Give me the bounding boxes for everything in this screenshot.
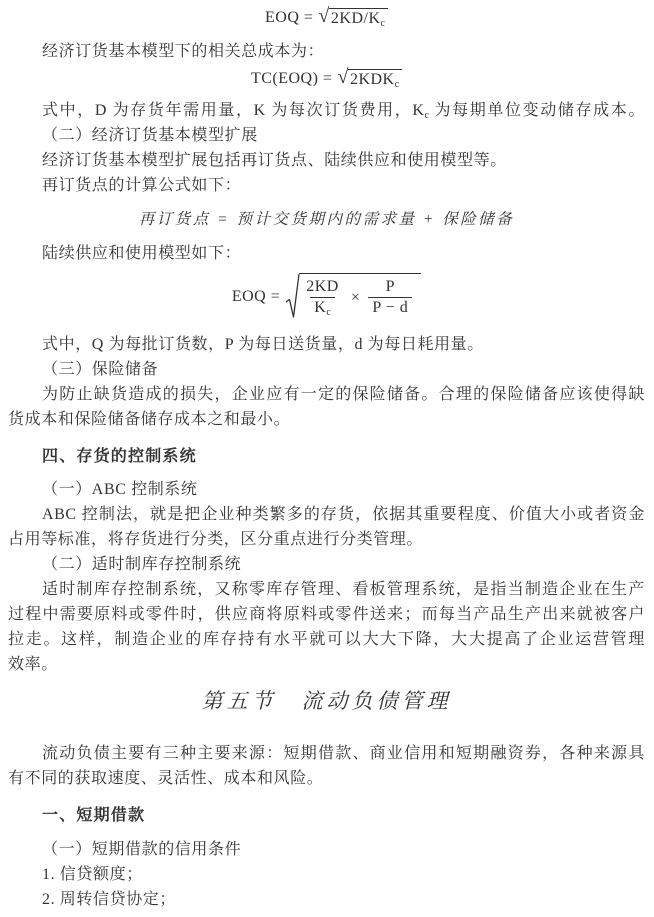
paragraph-jit <box>8 577 645 677</box>
fraction-1 <box>302 277 343 318</box>
radical-sign: √ <box>337 66 349 88</box>
sqrt-radical <box>337 66 402 90</box>
list-item-credit-line: 1. 信贷额度； <box>42 866 143 883</box>
paragraph-abc <box>8 502 645 552</box>
paragraph-line: 拉走。这样，制造企业的库存持有水平就可以大大下降，大大提高了企业运营管理 <box>8 631 645 648</box>
paragraph-total-cost-intro: 经济订货基本模型下的相关总成本为： <box>42 43 325 60</box>
list-item-revolving-credit: 2. 周转信贷协定； <box>42 891 177 908</box>
heading-model-extension: （二）经济订货基本模型扩展 <box>42 127 258 144</box>
heading-short-term-loans: 一、短期借款 <box>42 807 146 824</box>
paragraph-line: 有不同的获取速度、灵活性、成本和风险。 <box>8 770 324 787</box>
paragraph-line: 货成本和保险储备储存成本之和最小。 <box>8 411 291 428</box>
heading-abc-system: （一）ABC 控制系统 <box>42 481 198 498</box>
formula-lhs: EOQ = <box>231 287 281 305</box>
paragraph-line: 为防止缺货造成的损失，企业应有一定的保险储备。合理的保险储备应该使得缺 <box>42 386 645 403</box>
heading-jit-system: （二）适时制库存控制系统 <box>42 556 242 573</box>
radical-sign: √ <box>318 5 330 27</box>
heading-safety-stock: （三）保险储备 <box>42 361 159 378</box>
section-title: 第五节 流动负债管理 <box>201 689 452 713</box>
notation-post: 为每期单位变动储存成本。 <box>428 102 645 119</box>
fraction-2 <box>368 277 412 318</box>
formula-lhs: EOQ = <box>265 9 314 26</box>
fraction-denominator: P − d <box>368 297 412 318</box>
formula-eoq-basic <box>8 5 645 29</box>
formula-reorder-point: 再订货点 = 预计交货期内的需求量 + 保险储备 <box>138 211 515 228</box>
paragraph-line: 占用等标准，将存货进行分类，区分重点进行分类管理。 <box>8 531 424 548</box>
paragraph-line: 流动负债主要有三种主要来源：短期借款、商业信用和短期融资券，各种来源具 <box>42 745 645 762</box>
paragraph-notation-extended: 式中，Q 为每批订货数，P 为每日送货量，d 为每日耗用量。 <box>42 336 484 353</box>
paragraph-continuous-intro: 陆续供应和使用模型如下： <box>42 245 242 262</box>
heading-inventory-control: 四、存货的控制系统 <box>42 448 197 465</box>
notation-pre: 式中，D 为存货年需用量，K 为每次订货费用，K <box>42 102 425 119</box>
paragraph-reorder-intro: 再订货点的计算公式如下： <box>42 177 242 194</box>
multiply-operator: × <box>350 288 361 306</box>
paragraph-line: 适时制库存控制系统，又称零库存管理、看板管理系统，是指当制造企业在生产 <box>42 581 645 598</box>
radicand-subscript: c <box>380 18 385 29</box>
formula-tc-eoq <box>8 66 645 90</box>
paragraph-line: 过程中需要原料或零件时，供应商将原料或零件送来；而每当产品生产出来就被客户 <box>8 606 645 623</box>
paragraph-current-liabilities <box>8 741 645 791</box>
fraction-numerator: P <box>385 278 395 295</box>
formula-lhs: TC(EOQ) = <box>250 70 333 87</box>
radical-sign <box>285 273 300 320</box>
denominator-subscript: c <box>326 307 331 318</box>
paragraph-notation-eoq <box>8 98 645 123</box>
radicand-subscript: c <box>394 79 400 90</box>
radicand: 2KD/K <box>330 10 381 27</box>
fraction-denominator: K <box>314 299 327 316</box>
notation-subscript: c <box>424 110 429 121</box>
radicand: 2KDK <box>349 71 395 88</box>
paragraph-extension-includes: 经济订货基本模型扩展包括再订货点、陆续供应和使用模型等。 <box>42 152 507 169</box>
sqrt-radical <box>318 5 388 29</box>
paragraph-line: ABC 控制法，就是把企业种类繁多的存货，依据其重要程度、价值大小或者资金 <box>42 506 645 523</box>
paragraph-safety-stock <box>8 382 645 432</box>
paragraph-line: 效率。 <box>8 656 58 673</box>
heading-credit-conditions: （一）短期借款的信用条件 <box>42 841 242 858</box>
sqrt-radical <box>285 273 421 320</box>
formula-eoq-extended <box>8 273 645 320</box>
fraction-numerator: 2KD <box>306 278 339 295</box>
